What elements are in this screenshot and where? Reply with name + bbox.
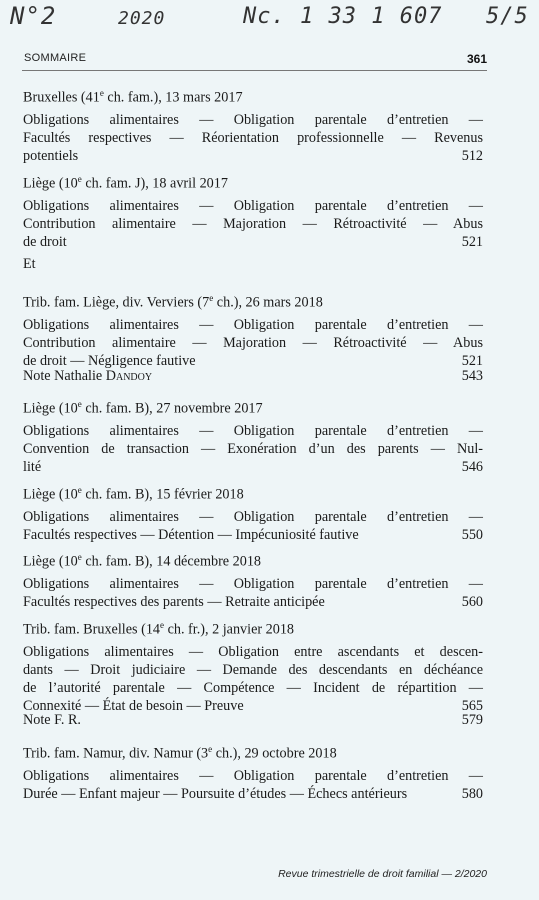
handwritten-reference: Nc. 1 33 1 607 <box>243 4 443 29</box>
court-reference: Liège (10e ch. fam. J), 18 avril 2017 <box>23 174 228 192</box>
entry-keywords: Obligations alimentaires — Obligation parentale d’entretien — <box>23 767 483 784</box>
section-title: SOMMAIRE <box>24 52 87 64</box>
entry-keywords: Durée — Enfant majeur — Poursuite d’études — Échecs antérieurs <box>23 785 408 802</box>
entry-keywords: de droit <box>23 233 67 250</box>
note-line <box>23 367 483 385</box>
summary-entry <box>23 481 483 544</box>
entry-page-ref: 521 <box>461 352 483 369</box>
entry-last-line <box>23 147 483 165</box>
entry-keywords: Contribution alimentaire — Majoration — Rétroactivité — Abus <box>23 215 483 232</box>
entry-keywords: potentiels <box>23 147 79 164</box>
entry-keywords: Obligations alimentaires — Obligation parentale d’entretien — <box>23 508 483 525</box>
entry-keywords: dants — Droit judiciaire — Demande des descendants en déchéance <box>23 661 483 678</box>
header-rule <box>22 70 487 71</box>
note-author: Note F. R. <box>23 712 81 728</box>
court-reference: Trib. fam. Namur, div. Namur (3e ch.), 29 octobre 2018 <box>23 744 337 762</box>
note-page-ref: 579 <box>461 712 483 728</box>
entry-last-line <box>23 785 483 803</box>
summary-entry <box>23 170 483 251</box>
note-author: Note Nathalie Dandoy <box>23 368 153 384</box>
entry-keywords: Obligations alimentaires — Obligation entre ascendants et descen- <box>23 643 483 660</box>
court-reference: Liège (10e ch. fam. B), 27 novembre 2017 <box>23 399 263 417</box>
summary-entry <box>23 616 483 715</box>
entry-page-ref: 521 <box>461 233 483 250</box>
entry-last-line <box>23 458 483 476</box>
entry-keywords: Obligations alimentaires — Obligation parentale d’entretien — <box>23 197 483 214</box>
summary-entry <box>23 548 483 611</box>
court-reference: Trib. fam. Bruxelles (14e ch. fr.), 2 janvier 2018 <box>23 620 295 638</box>
entry-page-ref: 550 <box>461 526 483 543</box>
handwritten-year: 2020 <box>118 8 166 29</box>
entry-page-ref: 565 <box>461 697 483 714</box>
entry-keywords: Connexité — État de besoin — Preuve <box>23 697 244 714</box>
entry-keywords: Obligations alimentaires — Obligation parentale d’entretien — <box>23 422 483 439</box>
entry-keywords: Facultés respectives des parents — Retraite anticipée <box>23 593 325 610</box>
court-reference: Liège (10e ch. fam. B), 15 février 2018 <box>23 485 244 503</box>
entry-keywords: Convention de transaction — Exonération d’un des parents — Nul- <box>23 440 483 457</box>
entry-last-line <box>23 593 483 611</box>
note-page-ref: 543 <box>461 368 483 384</box>
summary-entry <box>23 289 483 370</box>
entry-keywords: de droit — Négligence fautive <box>23 352 196 369</box>
court-reference: Bruxelles (41e ch. fam.), 13 mars 2017 <box>23 88 243 106</box>
entry-page-ref: 512 <box>461 147 483 164</box>
summary-entry <box>23 84 483 165</box>
summary-entry <box>23 740 483 803</box>
entry-keywords: Obligations alimentaires — Obligation parentale d’entretien — <box>23 111 483 128</box>
entry-keywords: Obligations alimentaires — Obligation parentale d’entretien — <box>23 575 483 592</box>
entry-page-ref: 580 <box>461 785 483 802</box>
handwritten-issue-number: N°2 <box>10 2 57 30</box>
entry-keywords: lité <box>23 458 42 475</box>
entry-page-ref: 560 <box>461 593 483 610</box>
entry-keywords: Facultés respectives — Réorientation professionnelle — Revenus <box>23 129 483 146</box>
summary-entry <box>23 395 483 476</box>
page-number: 361 <box>466 52 487 66</box>
entry-last-line <box>23 526 483 544</box>
entry-keywords: Obligations alimentaires — Obligation parentale d’entretien — <box>23 316 483 333</box>
entry-last-line <box>23 233 483 251</box>
entry-keywords: de l’autorité parentale — Compétence — Incident de répartition — <box>23 679 483 696</box>
entry-keywords: Contribution alimentaire — Majoration — Rétroactivité — Abus <box>23 334 483 351</box>
court-reference: Liège (10e ch. fam. B), 14 décembre 2018 <box>23 552 262 570</box>
handwritten-page-count: 5/5 <box>486 4 529 29</box>
separator-text: Et <box>23 256 36 272</box>
entry-keywords: Facultés respectives — Détention — Impécuniosité fautive <box>23 526 359 543</box>
entry-page-ref: 546 <box>461 458 483 475</box>
note-line <box>23 711 483 729</box>
court-reference: Trib. fam. Liège, div. Verviers (7e ch.), 26 mars 2018 <box>23 293 323 311</box>
journal-footer: Revue trimestrielle de droit familial — 2/2020 <box>278 868 487 880</box>
